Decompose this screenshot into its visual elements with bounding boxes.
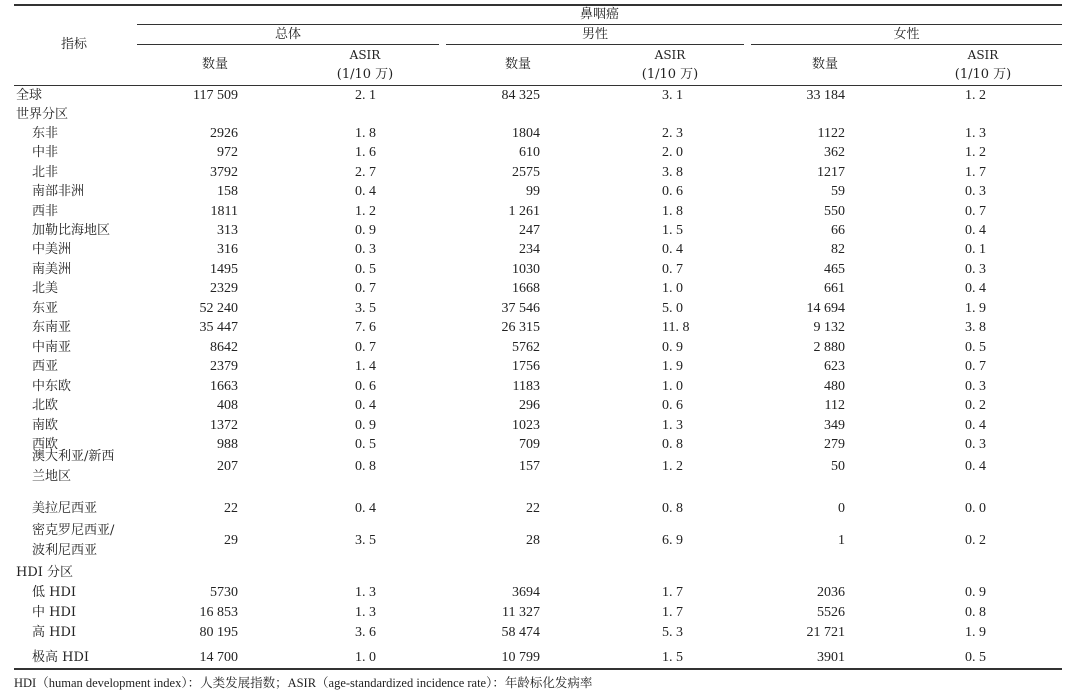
overall-count: 5730 xyxy=(210,585,238,600)
row-label: 高 HDI xyxy=(32,625,77,640)
female-count: 465 xyxy=(824,262,845,277)
row-label: 低 HDI xyxy=(32,585,77,600)
female-asir: 1. 9 xyxy=(965,301,986,316)
male-asir: 3. 8 xyxy=(662,165,683,180)
row-label-continued: 兰地区 xyxy=(32,469,72,484)
female-asir: 0. 7 xyxy=(965,204,986,219)
male-asir: 2. 0 xyxy=(662,145,683,160)
female-asir: 0. 2 xyxy=(965,533,986,548)
overall-count: 29 xyxy=(224,533,238,548)
group-header-female: 女性 xyxy=(893,27,920,42)
female-count: 14 694 xyxy=(806,301,845,316)
overall-count: 313 xyxy=(217,223,238,238)
female-asir: 0. 4 xyxy=(965,223,986,238)
row-label: 西欧 xyxy=(32,437,59,452)
overall-count: 2379 xyxy=(210,359,238,374)
overall-asir: 0. 6 xyxy=(355,379,376,394)
overall-asir: 1. 8 xyxy=(355,126,376,141)
male-count: 26 315 xyxy=(501,320,540,335)
group-rule-male xyxy=(446,44,744,45)
female-count: 1122 xyxy=(817,126,845,141)
asir-unit-male: (1/10 万) xyxy=(641,67,699,82)
male-count: 234 xyxy=(519,242,540,257)
overall-count: 988 xyxy=(217,437,238,452)
overall-asir: 0. 7 xyxy=(355,340,376,355)
overall-asir: 0. 3 xyxy=(355,242,376,257)
male-asir: 1. 7 xyxy=(662,585,683,600)
male-asir: 0. 8 xyxy=(662,501,683,516)
asir-unit-female: (1/10 万) xyxy=(954,67,1012,82)
male-count: 22 xyxy=(526,501,540,516)
overall-asir: 1. 3 xyxy=(355,605,376,620)
female-asir: 0. 4 xyxy=(965,418,986,433)
overall-count: 207 xyxy=(217,459,238,474)
group-header-male: 男性 xyxy=(581,27,608,42)
male-asir: 1. 0 xyxy=(662,281,683,296)
male-count: 1804 xyxy=(512,126,540,141)
male-asir: 0. 7 xyxy=(662,262,683,277)
overall-count: 8642 xyxy=(210,340,238,355)
female-count: 66 xyxy=(831,223,845,238)
row-label: 东亚 xyxy=(32,301,59,316)
row-label-continued: 波利尼西亚 xyxy=(32,543,98,558)
male-count: 28 xyxy=(526,533,540,548)
male-count: 247 xyxy=(519,223,540,238)
overall-count: 1811 xyxy=(210,204,238,219)
male-asir: 1. 9 xyxy=(662,359,683,374)
group-rule-overall xyxy=(137,44,439,45)
overall-asir: 2. 7 xyxy=(355,165,376,180)
indicator-header: 指标 xyxy=(60,37,87,52)
female-count: 480 xyxy=(824,379,845,394)
female-count: 661 xyxy=(824,281,845,296)
overall-asir: 1. 6 xyxy=(355,145,376,160)
male-count: 2575 xyxy=(512,165,540,180)
female-asir: 0. 5 xyxy=(965,340,986,355)
overall-asir: 0. 5 xyxy=(355,262,376,277)
overall-count: 52 240 xyxy=(199,301,238,316)
overall-count: 316 xyxy=(217,242,238,257)
overall-asir: 1. 4 xyxy=(355,359,376,374)
row-label: 澳大利亚/新西 xyxy=(32,449,115,464)
female-count: 112 xyxy=(824,398,845,413)
row-label: 北美 xyxy=(32,281,59,296)
female-asir: 0. 3 xyxy=(965,184,986,199)
asir-unit-overall: (1/10 万) xyxy=(336,67,394,82)
male-count: 610 xyxy=(519,145,540,160)
female-asir: 0. 9 xyxy=(965,585,986,600)
male-count: 1023 xyxy=(512,418,540,433)
overall-asir: 0. 9 xyxy=(355,418,376,433)
male-count: 11 327 xyxy=(502,605,540,620)
female-count: 279 xyxy=(824,437,845,452)
row-label: 南欧 xyxy=(32,418,59,433)
male-asir: 0. 9 xyxy=(662,340,683,355)
male-asir: 2. 3 xyxy=(662,126,683,141)
overall-asir: 0. 4 xyxy=(355,398,376,413)
male-asir: 5. 3 xyxy=(662,625,683,640)
row-label: 西非 xyxy=(32,204,59,219)
male-count: 99 xyxy=(526,184,540,199)
overall-count: 158 xyxy=(217,184,238,199)
male-asir: 1. 0 xyxy=(662,379,683,394)
female-asir: 1. 9 xyxy=(965,625,986,640)
female-asir: 1. 2 xyxy=(965,88,986,103)
male-count: 709 xyxy=(519,437,540,452)
male-count: 10 799 xyxy=(501,650,540,665)
row-label: 全球 xyxy=(16,88,43,103)
asir-header-overall: ASIR xyxy=(349,48,381,62)
overall-asir: 3. 6 xyxy=(355,625,376,640)
male-count: 37 546 xyxy=(501,301,540,316)
female-count: 2 880 xyxy=(813,340,845,355)
female-asir: 0. 1 xyxy=(965,242,986,257)
male-asir: 1. 5 xyxy=(662,650,683,665)
female-count: 33 184 xyxy=(806,88,845,103)
overall-count: 80 195 xyxy=(199,625,238,640)
male-count: 1030 xyxy=(512,262,540,277)
asir-header-female: ASIR xyxy=(967,48,999,62)
overall-count: 1663 xyxy=(210,379,238,394)
overall-count: 1495 xyxy=(210,262,238,277)
female-count: 349 xyxy=(824,418,845,433)
overall-count: 972 xyxy=(217,145,238,160)
row-label: 南美洲 xyxy=(32,262,72,277)
female-count: 82 xyxy=(831,242,845,257)
female-count: 50 xyxy=(831,459,845,474)
male-count: 1 261 xyxy=(508,204,540,219)
row-label: 北非 xyxy=(32,165,59,180)
overall-asir: 7. 6 xyxy=(355,320,376,335)
female-count: 0 xyxy=(838,501,845,516)
female-asir: 0. 3 xyxy=(965,437,986,452)
row-label: 南部非洲 xyxy=(32,184,85,199)
overall-asir: 0. 7 xyxy=(355,281,376,296)
male-count: 1756 xyxy=(512,359,540,374)
count-header-overall: 数量 xyxy=(201,57,228,72)
male-asir: 0. 4 xyxy=(662,242,683,257)
male-asir: 0. 6 xyxy=(662,398,683,413)
group-rule-female xyxy=(751,44,1062,45)
female-count: 21 721 xyxy=(806,625,845,640)
overall-asir: 2. 1 xyxy=(355,88,376,103)
male-asir: 3. 1 xyxy=(662,88,683,103)
row-label: 密克罗尼西亚/ xyxy=(32,523,115,538)
row-label: 世界分区 xyxy=(16,107,69,122)
male-count: 1668 xyxy=(512,281,540,296)
row-label: 极高 HDI xyxy=(32,650,90,665)
row-label: 中非 xyxy=(32,145,59,160)
female-count: 2036 xyxy=(817,585,845,600)
female-asir: 1. 3 xyxy=(965,126,986,141)
female-asir: 0. 3 xyxy=(965,262,986,277)
female-count: 59 xyxy=(831,184,845,199)
female-count: 623 xyxy=(824,359,845,374)
female-asir: 0. 4 xyxy=(965,281,986,296)
row-label: 北欧 xyxy=(32,398,59,413)
row-label: 中美洲 xyxy=(32,242,72,257)
row-label: 美拉尼西亚 xyxy=(32,501,98,516)
overall-count: 408 xyxy=(217,398,238,413)
male-asir: 6. 9 xyxy=(662,533,683,548)
female-count: 1 xyxy=(838,533,845,548)
row-label: 加勒比海地区 xyxy=(32,223,111,238)
female-count: 5526 xyxy=(817,605,845,620)
male-count: 296 xyxy=(519,398,540,413)
female-count: 3901 xyxy=(817,650,845,665)
overall-asir: 1. 0 xyxy=(355,650,376,665)
row-label: HDI 分区 xyxy=(16,565,74,580)
female-asir: 0. 5 xyxy=(965,650,986,665)
count-header-male: 数量 xyxy=(504,57,531,72)
male-asir: 1. 2 xyxy=(662,459,683,474)
row-label: 中南亚 xyxy=(32,340,72,355)
footnote: HDI（human development index）：人类发展指数；ASIR（age-standardized incidence rate）：年龄标化发病率 xyxy=(14,676,593,690)
male-count: 1183 xyxy=(512,379,540,394)
overall-asir: 3. 5 xyxy=(355,533,376,548)
overall-asir: 0. 9 xyxy=(355,223,376,238)
male-count: 3694 xyxy=(512,585,540,600)
asir-header-male: ASIR xyxy=(654,48,686,62)
male-asir: 1. 3 xyxy=(662,418,683,433)
group-header-overall: 总体 xyxy=(274,27,301,42)
male-asir: 0. 8 xyxy=(662,437,683,452)
overall-asir: 0. 4 xyxy=(355,501,376,516)
female-asir: 0. 4 xyxy=(965,459,986,474)
overall-asir: 0. 4 xyxy=(355,184,376,199)
male-count: 58 474 xyxy=(501,625,540,640)
row-label: 东非 xyxy=(32,126,59,141)
overall-asir: 0. 8 xyxy=(355,459,376,474)
overall-asir: 1. 2 xyxy=(355,204,376,219)
overall-count: 117 509 xyxy=(193,88,238,103)
row-label: 东南亚 xyxy=(32,320,72,335)
overall-count: 35 447 xyxy=(199,320,238,335)
male-asir: 11. 8 xyxy=(662,320,690,335)
female-asir: 0. 3 xyxy=(965,379,986,394)
row-label: 西亚 xyxy=(32,359,59,374)
row-label: 中 HDI xyxy=(32,605,77,620)
overall-asir: 1. 3 xyxy=(355,585,376,600)
male-asir: 1. 7 xyxy=(662,605,683,620)
overall-count: 22 xyxy=(224,501,238,516)
female-asir: 3. 8 xyxy=(965,320,986,335)
overall-count: 2926 xyxy=(210,126,238,141)
overall-count: 2329 xyxy=(210,281,238,296)
female-count: 362 xyxy=(824,145,845,160)
overall-count: 14 700 xyxy=(199,650,238,665)
female-count: 9 132 xyxy=(813,320,845,335)
male-asir: 0. 6 xyxy=(662,184,683,199)
overall-asir: 0. 5 xyxy=(355,437,376,452)
male-count: 84 325 xyxy=(501,88,540,103)
male-count: 5762 xyxy=(512,340,540,355)
male-asir: 5. 0 xyxy=(662,301,683,316)
female-count: 550 xyxy=(824,204,845,219)
count-header-female: 数量 xyxy=(811,57,838,72)
overall-asir: 3. 5 xyxy=(355,301,376,316)
female-asir: 0. 2 xyxy=(965,398,986,413)
overall-count: 16 853 xyxy=(199,605,238,620)
female-asir: 0. 7 xyxy=(965,359,986,374)
female-asir: 1. 7 xyxy=(965,165,986,180)
male-asir: 1. 8 xyxy=(662,204,683,219)
row-label: 中东欧 xyxy=(32,379,72,394)
female-asir: 0. 0 xyxy=(965,501,986,516)
overall-count: 3792 xyxy=(210,165,238,180)
overall-count: 1372 xyxy=(210,418,238,433)
male-count: 157 xyxy=(519,459,540,474)
female-asir: 1. 2 xyxy=(965,145,986,160)
bottom-rule xyxy=(14,668,1062,670)
male-asir: 1. 5 xyxy=(662,223,683,238)
female-asir: 0. 8 xyxy=(965,605,986,620)
cancer-header: 鼻咽癌 xyxy=(579,7,619,22)
female-count: 1217 xyxy=(817,165,845,180)
